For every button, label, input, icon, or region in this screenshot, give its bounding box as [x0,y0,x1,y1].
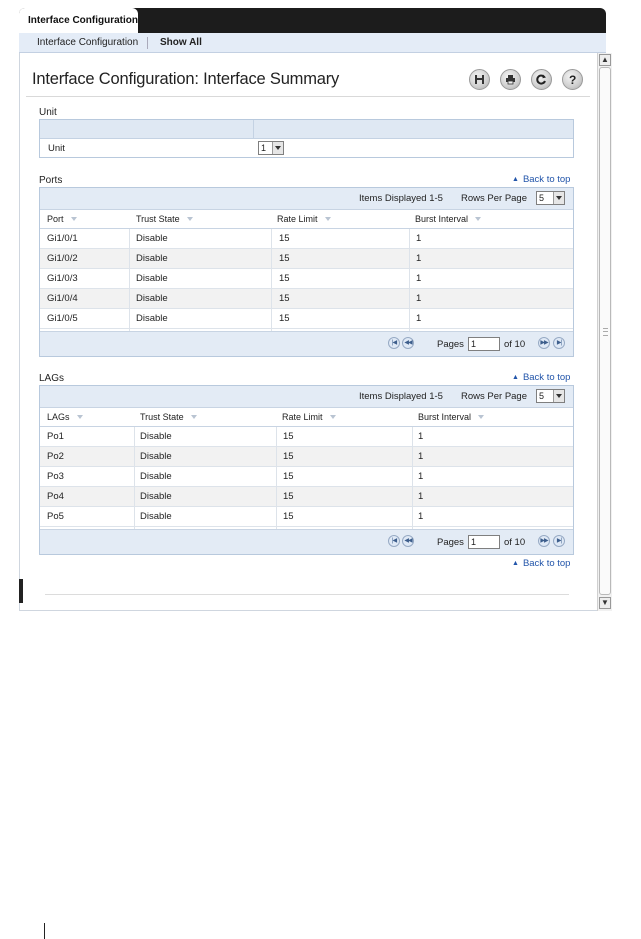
burst-interval-cell: 1 [418,431,424,442]
lags-table-header [40,407,573,427]
chevron-down-icon [553,390,564,402]
table-row[interactable] [40,467,573,487]
table-row[interactable] [40,507,573,527]
subnav-interface-configuration[interactable]: Interface Configuration [37,37,139,48]
rate-limit-cell: 15 [283,451,294,462]
ports-table [39,187,574,357]
rate-limit-cell: 15 [279,273,290,284]
table-row[interactable] [40,447,573,467]
ports-rows-per-page-value: 5 [539,193,545,203]
trust-state-cell: Disable [136,273,168,284]
lags-rows-per-page-select[interactable] [536,389,565,403]
port-cell: Gi1/0/4 [47,293,78,304]
back-to-top-label: Back to top [522,558,571,569]
ports-table-toolbar [40,188,573,209]
ports-back-to-top-link[interactable] [512,174,570,185]
tab-interface-configuration[interactable]: Interface Configuration [19,8,138,33]
ports-items-displayed: Items Displayed 1-5 [359,193,443,204]
column-header-burst-interval[interactable] [415,210,481,229]
grip-icon [603,328,608,336]
triangle-up-icon: ▲ [512,374,519,381]
sort-icon [71,217,77,221]
trust-state-cell: Disable [140,471,172,482]
port-cell: Gi1/0/2 [47,253,78,264]
lags-table [39,385,574,555]
rate-limit-cell: 15 [279,293,290,304]
sort-icon [191,415,197,419]
sort-icon [475,217,481,221]
burst-interval-cell: 1 [418,491,424,502]
rate-limit-cell: 15 [283,431,294,442]
rate-limit-cell: 15 [279,233,290,244]
lags-pagination [40,529,573,554]
unit-box [39,119,574,158]
page-title: Interface Configuration: Interface Summary [32,70,340,88]
chevron-down-icon [553,192,564,204]
sub-navigation [19,33,606,53]
lags-table-toolbar [40,386,573,407]
first-page-icon[interactable]: |◀ [388,337,400,349]
sort-icon [330,415,336,419]
lags-section-label: LAGs [39,373,65,384]
last-page-icon[interactable]: ▶| [553,337,565,349]
trust-state-cell: Disable [136,293,168,304]
chevron-down-icon [272,142,283,154]
subnav-divider [147,37,148,49]
ports-rows-per-page-select[interactable] [536,191,565,205]
vertical-scrollbar[interactable] [597,53,612,611]
print-icon[interactable] [500,69,521,90]
port-cell: Gi1/0/1 [47,233,78,244]
table-row[interactable] [40,289,573,309]
column-divider [129,229,130,331]
column-header-label: Port [47,214,64,224]
port-cell: Gi1/0/3 [47,273,78,284]
lags-back-to-top-link[interactable] [512,372,570,383]
ports-rows-per-page-label: Rows Per Page [461,193,528,204]
lags-rows-per-page-value: 5 [539,391,545,401]
table-row[interactable] [40,487,573,507]
column-header-label: Rate Limit [277,214,318,224]
burst-interval-cell: 1 [416,233,422,244]
column-header-label: Burst Interval [415,214,469,224]
unit-select-value: 1 [261,143,267,153]
rate-limit-cell: 15 [279,313,290,324]
rate-limit-cell: 15 [283,491,294,502]
trust-state-cell: Disable [140,511,172,522]
rate-limit-cell: 15 [283,511,294,522]
burst-interval-cell: 1 [418,511,424,522]
triangle-up-icon: ▲ [512,176,519,183]
table-row[interactable] [40,427,573,447]
column-divider [276,427,277,529]
port-cell: Gi1/0/5 [47,313,78,324]
first-page-icon[interactable]: |◀ [388,535,400,547]
ports-pages-label: Pages [437,339,464,350]
scroll-thumb[interactable] [599,67,611,595]
save-icon[interactable] [469,69,490,90]
trust-state-cell: Disable [136,253,168,264]
rate-limit-cell: 15 [283,471,294,482]
column-divider [412,427,413,529]
title-divider [26,96,590,97]
sort-icon [478,415,484,419]
table-row[interactable] [40,229,573,249]
ports-page-input[interactable]: 1 [468,337,500,351]
trust-state-cell: Disable [140,431,172,442]
lags-items-displayed: Items Displayed 1-5 [359,391,443,402]
burst-interval-cell: 1 [416,273,422,284]
lag-cell: Po3 [47,471,64,482]
burst-interval-cell: 1 [416,293,422,304]
lags-page-input[interactable]: 1 [468,535,500,549]
trust-state-cell: Disable [136,233,168,244]
sort-icon [187,217,193,221]
trust-state-cell: Disable [140,451,172,462]
lag-cell: Po2 [47,451,64,462]
column-header-burst-interval[interactable] [418,408,484,427]
help-icon[interactable] [562,69,583,90]
burst-interval-cell: 1 [416,253,422,264]
column-header-rate-limit[interactable] [282,408,336,427]
unit-select[interactable] [258,141,284,155]
column-header-label: Rate Limit [282,412,323,422]
column-header-port[interactable] [47,210,77,229]
table-row[interactable] [40,249,573,269]
scroll-down-icon[interactable]: ▼ [599,597,611,609]
ports-table-header [40,209,573,229]
triangle-up-icon: ▲ [512,560,519,567]
column-header-trust-state[interactable] [140,408,197,427]
subnav-show-all[interactable]: Show All [160,37,202,48]
trust-state-cell: Disable [140,491,172,502]
footer-back-to-top-link[interactable] [512,558,570,569]
side-marker [19,579,23,603]
sort-icon [77,415,83,419]
lag-cell: Po1 [47,431,64,442]
burst-interval-cell: 1 [418,471,424,482]
column-divider [271,229,272,331]
column-header-lags[interactable] [47,408,83,427]
refresh-icon[interactable] [531,69,552,90]
column-header-rate-limit[interactable] [277,210,331,229]
sort-icon [325,217,331,221]
last-page-icon[interactable]: ▶| [553,535,565,547]
rate-limit-cell: 15 [279,253,290,264]
unit-box-header [40,120,573,139]
svg-text:?: ? [569,73,577,86]
burst-interval-cell: 1 [418,451,424,462]
unit-column-divider [253,120,254,138]
lags-page-count: of 10 [504,537,526,548]
previous-page-icon[interactable]: ◀◀ [402,337,414,349]
column-header-label: Trust State [140,412,184,422]
next-page-icon[interactable]: ▶▶ [538,337,550,349]
column-divider [409,229,410,331]
column-header-trust-state[interactable] [136,210,193,229]
back-to-top-label: Back to top [522,174,571,185]
lags-rows-per-page-label: Rows Per Page [461,391,528,402]
column-header-label: Burst Interval [418,412,472,422]
ports-pagination [40,331,573,356]
back-to-top-label: Back to top [522,372,571,383]
page-margin-mark [44,923,45,939]
next-page-icon[interactable]: ▶▶ [538,535,550,547]
lag-cell: Po5 [47,511,64,522]
burst-interval-cell: 1 [416,313,422,324]
previous-page-icon[interactable]: ◀◀ [402,535,414,547]
column-header-label: LAGs [47,412,70,422]
lag-cell: Po4 [47,491,64,502]
column-divider [134,427,135,529]
scroll-up-icon[interactable]: ▲ [599,54,611,66]
lags-pages-label: Pages [437,537,464,548]
ports-section-label: Ports [39,175,63,186]
column-header-label: Trust State [136,214,180,224]
trust-state-cell: Disable [136,313,168,324]
table-row[interactable] [40,269,573,289]
table-row[interactable] [40,309,573,329]
unit-field-label: Unit [48,143,65,154]
unit-section-label: Unit [39,107,57,118]
bottom-divider [45,594,569,595]
ports-page-count: of 10 [504,339,526,350]
